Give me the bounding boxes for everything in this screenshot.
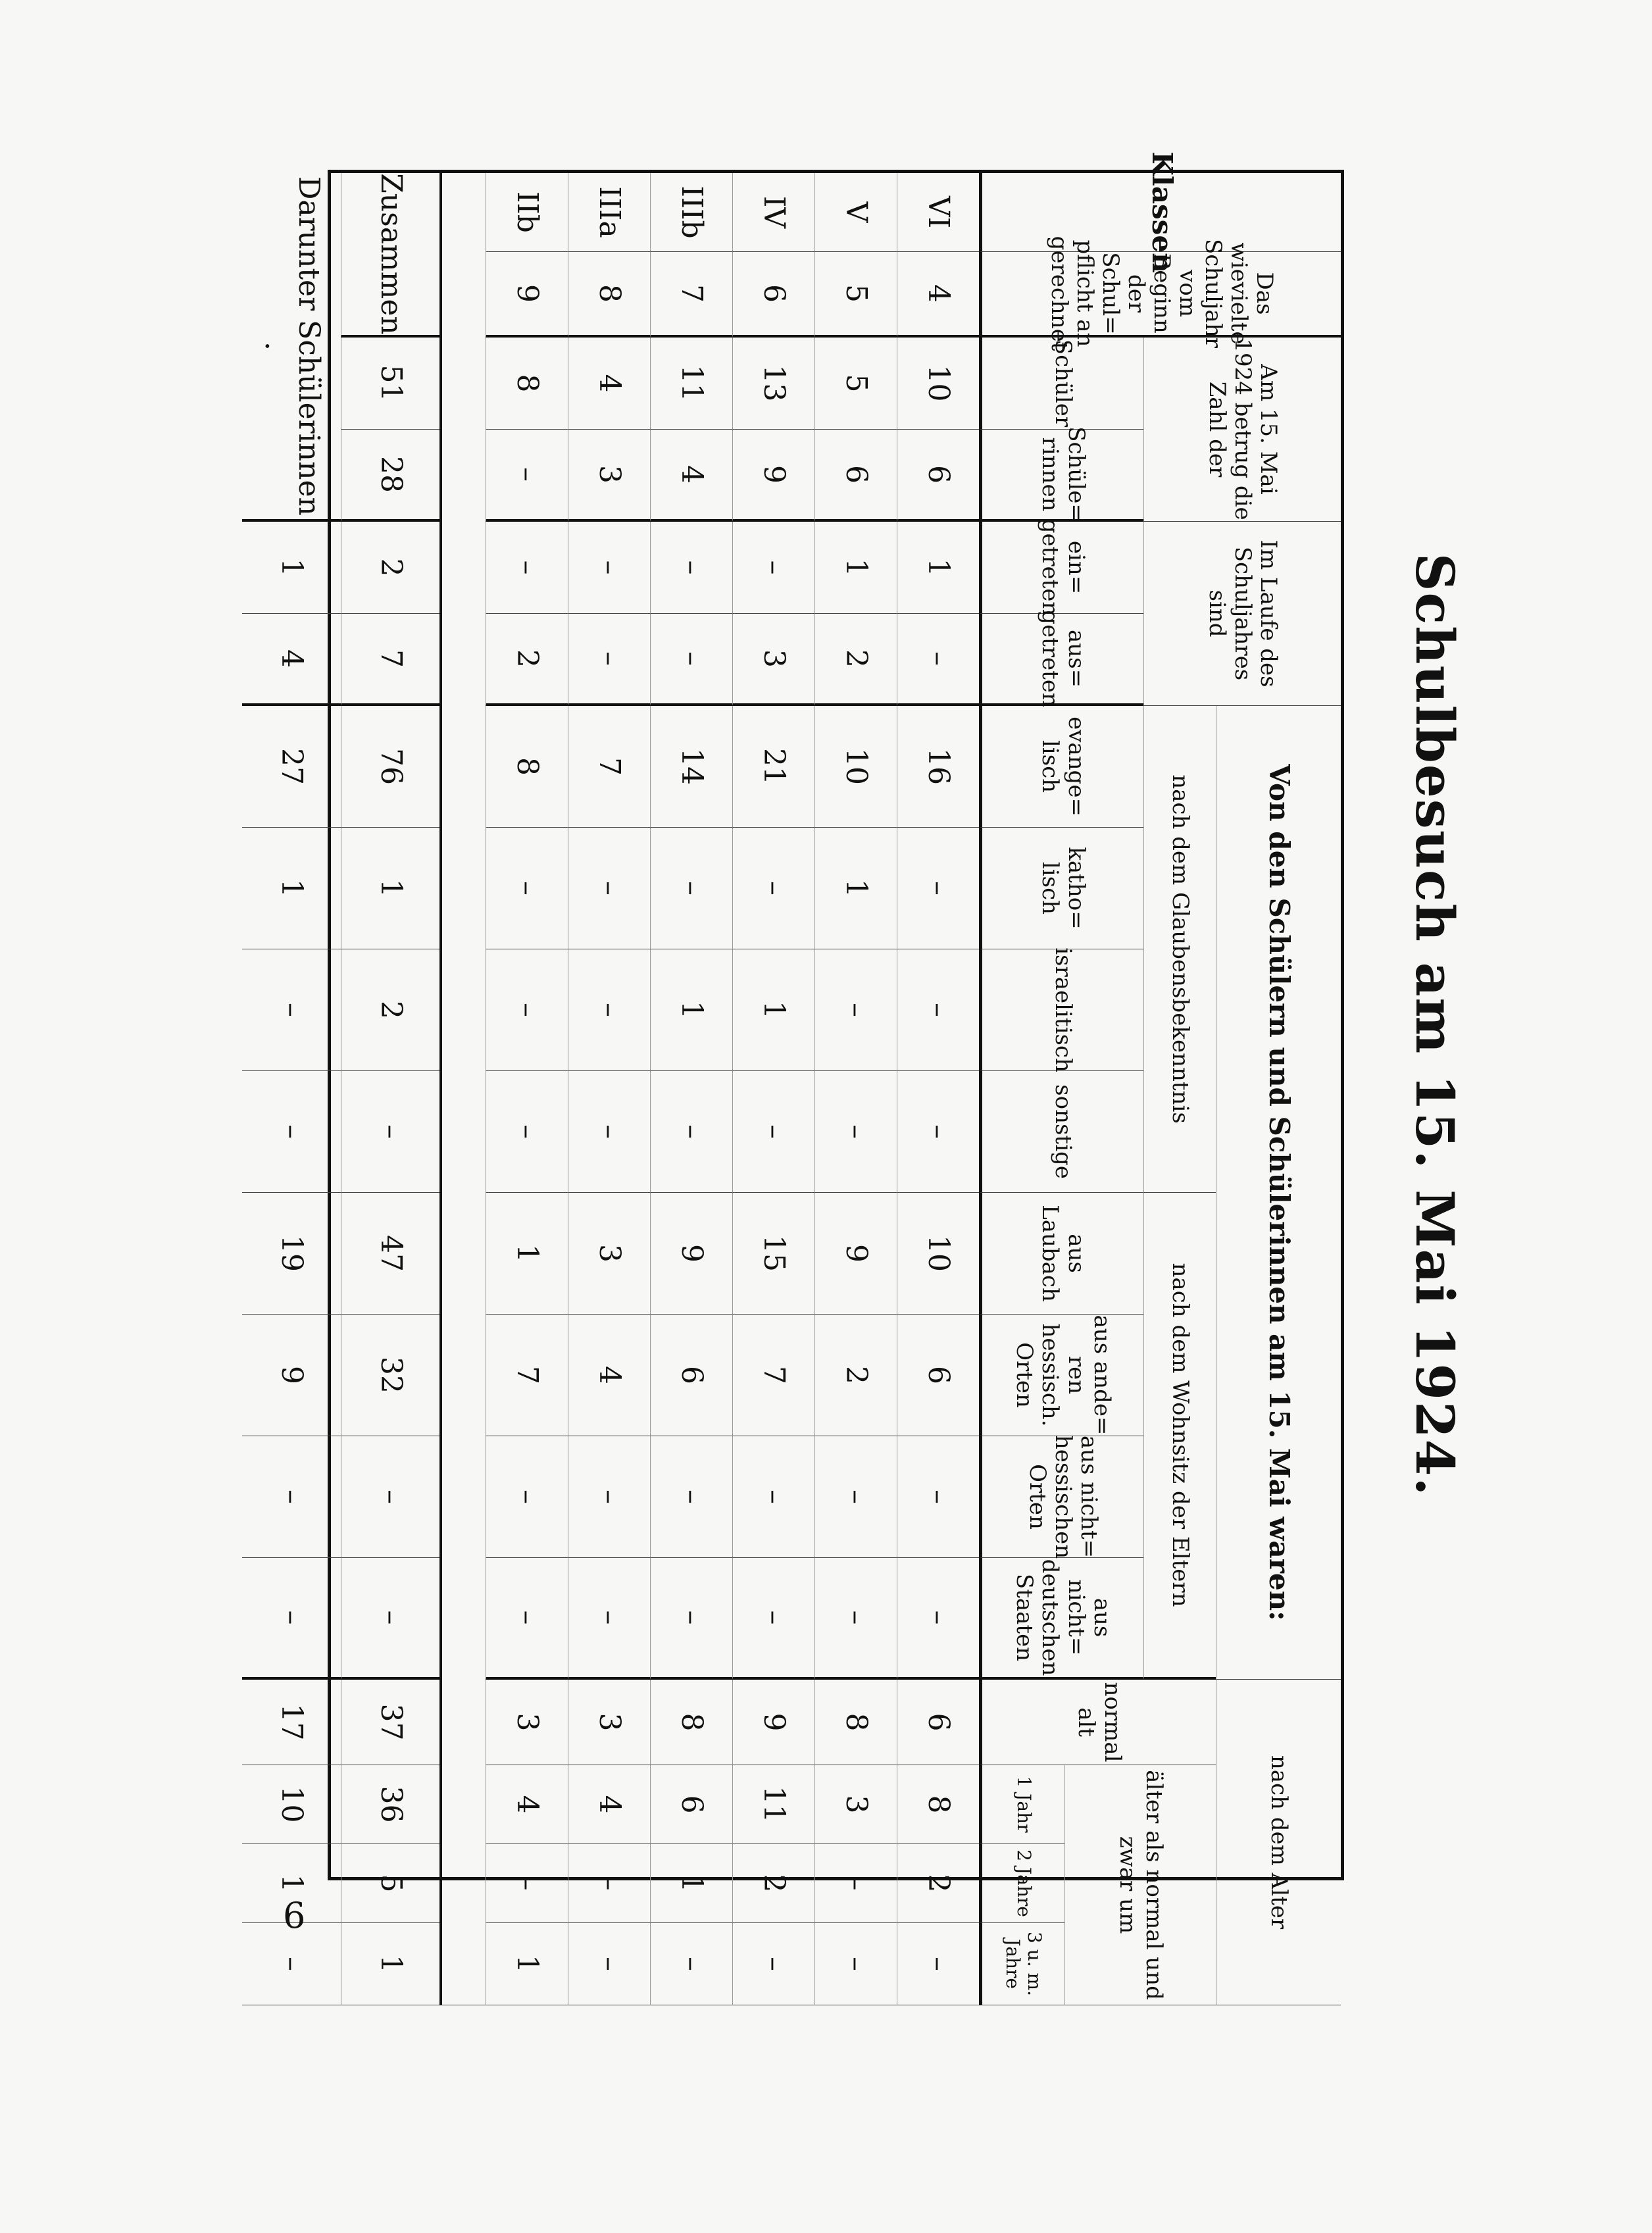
zusammen-kath: 1: [341, 828, 439, 949]
darunter-aus: 4: [242, 614, 341, 706]
zusammen-j1: 36: [341, 1765, 439, 1844]
header-ausgetreten: aus= getreten: [979, 614, 1143, 706]
darunter-ndeut: –: [242, 1558, 341, 1680]
cell-hess: 7: [732, 1315, 814, 1436]
cell-jahr: 4: [897, 252, 979, 338]
cell-klasse: IIb: [486, 173, 568, 252]
cell-j2: –: [486, 1844, 568, 1923]
cell-hess: 6: [897, 1315, 979, 1436]
cell-isr: –: [814, 949, 897, 1071]
header-klassen: Klassen: [979, 173, 1341, 252]
zusammen-ndeut: –: [341, 1558, 439, 1680]
cell-ein: –: [486, 522, 568, 614]
page-title: Schulbesuch am 15. Mai 1924.: [1404, 553, 1466, 1497]
table-divider: [439, 173, 486, 2005]
cell-j2: –: [568, 1844, 650, 1923]
cell-klasse: IIIa: [568, 173, 650, 252]
cell-nhess: –: [650, 1436, 732, 1558]
cell-ndeut: –: [897, 1558, 979, 1680]
cell-schuelerinnen: 4: [650, 430, 732, 522]
zusammen-schuelerinnen: 28: [341, 430, 439, 522]
rotated-table-page: [259, 151, 1479, 2000]
cell-isr: –: [897, 949, 979, 1071]
cell-normal: 3: [568, 1680, 650, 1765]
cell-jahr: 9: [486, 252, 568, 338]
cell-ein: –: [650, 522, 732, 614]
cell-nhess: –: [568, 1436, 650, 1558]
cell-isr: 1: [732, 949, 814, 1071]
cell-ein: –: [732, 522, 814, 614]
cell-sonst: –: [897, 1071, 979, 1193]
zusammen-j2: 5: [341, 1844, 439, 1923]
cell-schueler: 4: [568, 338, 650, 430]
zusammen-hess: 32: [341, 1315, 439, 1436]
cell-isr: –: [568, 949, 650, 1071]
cell-klasse: IIIb: [650, 173, 732, 252]
cell-normal: 8: [650, 1680, 732, 1765]
cell-jahr: 8: [568, 252, 650, 338]
cell-laub: 10: [897, 1193, 979, 1315]
cell-sonst: –: [486, 1071, 568, 1193]
cell-j2: 2: [732, 1844, 814, 1923]
zusammen-schueler: 51: [341, 338, 439, 430]
cell-laub: 1: [486, 1193, 568, 1315]
darunter-kath: 1: [242, 828, 341, 949]
darunter-ein: 1: [242, 522, 341, 614]
header-wohnsitz-group: nach dem Wohnsitz der Eltern: [1143, 1193, 1216, 1680]
cell-j3: –: [650, 1923, 732, 2005]
cell-j2: 2: [897, 1844, 979, 1923]
darunter-nhess: –: [242, 1436, 341, 1558]
header-laubach: aus Laubach: [979, 1193, 1143, 1315]
cell-j3: –: [732, 1923, 814, 2005]
cell-jahr: 6: [732, 252, 814, 338]
cell-kath: –: [486, 828, 568, 949]
header-andere-hess: aus ande= ren hessisch. Orten: [979, 1315, 1143, 1436]
header-schueler: Schüler: [979, 338, 1143, 430]
cell-aus: 3: [732, 614, 814, 706]
header-von-group: Von den Schülern und Schülerinnen am 15. Mai waren:: [1216, 706, 1341, 1680]
cell-hess: 4: [568, 1315, 650, 1436]
cell-schueler: 10: [897, 338, 979, 430]
header-alter-group: nach dem Alter: [1216, 1680, 1341, 2005]
cell-schuelerinnen: 6: [814, 430, 897, 522]
header-sonstige: sonstige: [979, 1071, 1143, 1193]
cell-j1: 11: [732, 1765, 814, 1844]
cell-ndeut: –: [650, 1558, 732, 1680]
zusammen-isr: 2: [341, 949, 439, 1071]
cell-nhess: –: [732, 1436, 814, 1558]
cell-klasse: VI: [897, 173, 979, 252]
darunter-j2: 1: [242, 1844, 341, 1923]
header-drei-jahre: 3 u. m. Jahre: [979, 1923, 1064, 2005]
cell-klasse: IV: [732, 173, 814, 252]
cell-schueler: 13: [732, 338, 814, 430]
cell-schueler: 11: [650, 338, 732, 430]
header-laufe-group: Im Laufe des Schuljahres sind: [1143, 522, 1341, 706]
cell-schuelerinnen: 9: [732, 430, 814, 522]
header-aelter-group: älter als normal und zwar um: [1064, 1765, 1216, 2005]
header-nicht-hess: aus nicht= hessischen Orten: [979, 1436, 1143, 1558]
cell-ndeut: –: [814, 1558, 897, 1680]
cell-kath: –: [650, 828, 732, 949]
cell-nhess: –: [814, 1436, 897, 1558]
darunter-laub: 19: [242, 1193, 341, 1315]
cell-hess: 2: [814, 1315, 897, 1436]
cell-kath: –: [897, 828, 979, 949]
header-eingetreten: ein= getreten: [979, 522, 1143, 614]
cell-j1: 4: [486, 1765, 568, 1844]
attendance-table: [259, 151, 1344, 2000]
cell-schuelerinnen: 6: [897, 430, 979, 522]
cell-laub: 15: [732, 1193, 814, 1315]
cell-hess: 7: [486, 1315, 568, 1436]
cell-evang: 16: [897, 706, 979, 828]
zusammen-evang: 76: [341, 706, 439, 828]
cell-ndeut: –: [732, 1558, 814, 1680]
darunter-sonst: –: [242, 1071, 341, 1193]
darunter-j1: 10: [242, 1765, 341, 1844]
zusammen-label: Zusammen: [341, 173, 439, 338]
cell-schueler: 8: [486, 338, 568, 430]
darunter-label: Darunter Schülerinnen .: [242, 173, 341, 522]
darunter-hess: 9: [242, 1315, 341, 1436]
header-nicht-deutsch: aus nicht= deutschen Staaten: [979, 1558, 1143, 1680]
cell-laub: 3: [568, 1193, 650, 1315]
cell-klasse: V: [814, 173, 897, 252]
page-number: 6: [283, 1895, 306, 1936]
cell-j3: 1: [486, 1923, 568, 2005]
darunter-j3: –: [242, 1923, 341, 2005]
cell-jahr: 7: [650, 252, 732, 338]
darunter-normal: 17: [242, 1680, 341, 1765]
header-evangelisch: evange= lisch: [979, 706, 1143, 828]
zusammen-sonst: –: [341, 1071, 439, 1193]
cell-sonst: –: [814, 1071, 897, 1193]
zusammen-aus: 7: [341, 614, 439, 706]
cell-sonst: –: [732, 1071, 814, 1193]
header-normal: normal alt: [979, 1680, 1216, 1765]
cell-nhess: –: [486, 1436, 568, 1558]
zusammen-ein: 2: [341, 522, 439, 614]
cell-laub: 9: [650, 1193, 732, 1315]
cell-normal: 6: [897, 1680, 979, 1765]
cell-normal: 3: [486, 1680, 568, 1765]
cell-kath: –: [568, 828, 650, 949]
cell-j3: –: [814, 1923, 897, 2005]
cell-evang: 10: [814, 706, 897, 828]
cell-kath: 1: [814, 828, 897, 949]
darunter-evang: 27: [242, 706, 341, 828]
header-katholisch: katho= lisch: [979, 828, 1143, 949]
cell-aus: –: [897, 614, 979, 706]
cell-j1: 6: [650, 1765, 732, 1844]
header-ein-jahr: 1 Jahr: [979, 1765, 1064, 1844]
cell-j2: –: [814, 1844, 897, 1923]
header-schuelerinnen: Schüle= rinnen: [979, 430, 1143, 522]
cell-isr: 1: [650, 949, 732, 1071]
header-zwei-jahre: 2 Jahre: [979, 1844, 1064, 1923]
header-zahl-group: Am 15. Mai 1924 betrug die Zahl der: [1143, 338, 1341, 522]
cell-j2: 1: [650, 1844, 732, 1923]
cell-normal: 9: [732, 1680, 814, 1765]
cell-j1: 3: [814, 1765, 897, 1844]
cell-hess: 6: [650, 1315, 732, 1436]
cell-ndeut: –: [486, 1558, 568, 1680]
cell-laub: 9: [814, 1193, 897, 1315]
cell-aus: –: [568, 614, 650, 706]
cell-jahr: 5: [814, 252, 897, 338]
cell-evang: 14: [650, 706, 732, 828]
header-israelitisch: israelitisch: [979, 949, 1143, 1071]
cell-j1: 8: [897, 1765, 979, 1844]
cell-schuelerinnen: –: [486, 430, 568, 522]
header-schuljahr: Das wievielte Schuljahr vom Beginn der Schul= pflicht an gerechnet: [979, 252, 1341, 338]
zusammen-normal: 37: [341, 1680, 439, 1765]
zusammen-laub: 47: [341, 1193, 439, 1315]
cell-aus: 2: [814, 614, 897, 706]
cell-schuelerinnen: 3: [568, 430, 650, 522]
darunter-isr: –: [242, 949, 341, 1071]
cell-schueler: 5: [814, 338, 897, 430]
cell-j1: 4: [568, 1765, 650, 1844]
header-glaube-group: nach dem Glaubensbekenntnis: [1143, 706, 1216, 1193]
cell-sonst: –: [650, 1071, 732, 1193]
cell-kath: –: [732, 828, 814, 949]
cell-isr: –: [486, 949, 568, 1071]
cell-nhess: –: [897, 1436, 979, 1558]
cell-normal: 8: [814, 1680, 897, 1765]
cell-sonst: –: [568, 1071, 650, 1193]
cell-ein: 1: [897, 522, 979, 614]
cell-aus: 2: [486, 614, 568, 706]
cell-ein: 1: [814, 522, 897, 614]
cell-j3: –: [568, 1923, 650, 2005]
zusammen-j3: 1: [341, 1923, 439, 2005]
cell-j3: –: [897, 1923, 979, 2005]
cell-evang: 21: [732, 706, 814, 828]
cell-evang: 7: [568, 706, 650, 828]
cell-ndeut: –: [568, 1558, 650, 1680]
cell-evang: 8: [486, 706, 568, 828]
cell-ein: –: [568, 522, 650, 614]
zusammen-nhess: –: [341, 1436, 439, 1558]
cell-aus: –: [650, 614, 732, 706]
